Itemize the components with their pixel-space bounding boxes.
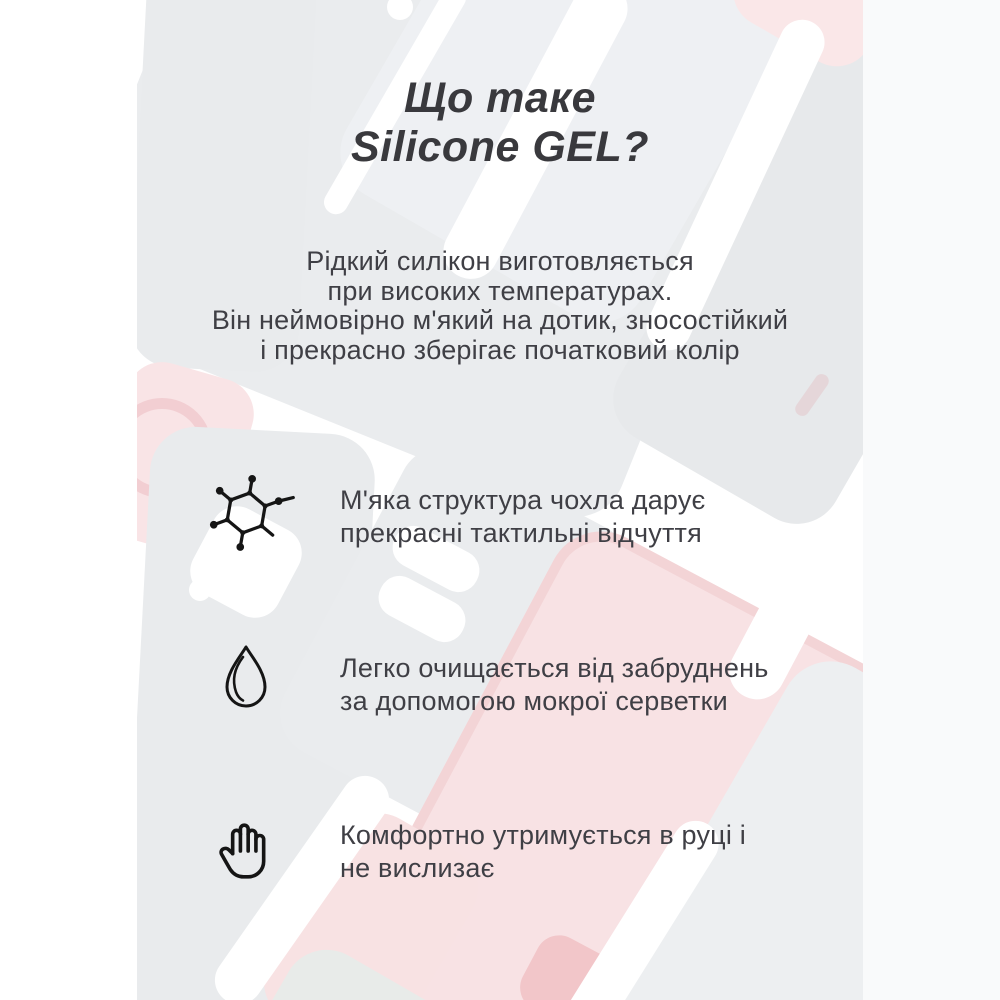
title-line-2: Silicone GEL? bbox=[351, 123, 649, 171]
molecule-icon bbox=[203, 464, 299, 558]
hand-icon bbox=[212, 812, 274, 890]
feature-line: не вислизає bbox=[340, 853, 495, 883]
intro-line: і прекрасно зберігає початковий колір bbox=[260, 334, 740, 365]
feature-line: Легко очищається від забруднень bbox=[340, 653, 769, 683]
feature-text-soft-structure bbox=[340, 484, 706, 550]
water-drop-icon bbox=[218, 642, 274, 716]
feature-text-comfortable-grip bbox=[340, 819, 746, 885]
intro-line: при високих температурах. bbox=[327, 275, 673, 306]
feature-text-easy-clean bbox=[340, 652, 768, 718]
page-title bbox=[0, 74, 1000, 172]
title-line-1: Що таке bbox=[403, 74, 597, 122]
feature-line: Комфортно утримується в руці і bbox=[340, 820, 746, 850]
camera-hole-dot-left bbox=[189, 579, 211, 601]
feature-line: М'яка структура чохла дарує bbox=[340, 485, 706, 515]
feature-line: прекрасні тактильні відчуття bbox=[340, 518, 702, 548]
intro-paragraph bbox=[0, 247, 1000, 365]
feature-line: за допомогою мокрої серветки bbox=[340, 686, 728, 716]
intro-line: Він неймовірно м'який на дотик, зносостійкий bbox=[211, 305, 789, 335]
intro-line: Рідкий силікон виготовляється bbox=[306, 246, 694, 276]
